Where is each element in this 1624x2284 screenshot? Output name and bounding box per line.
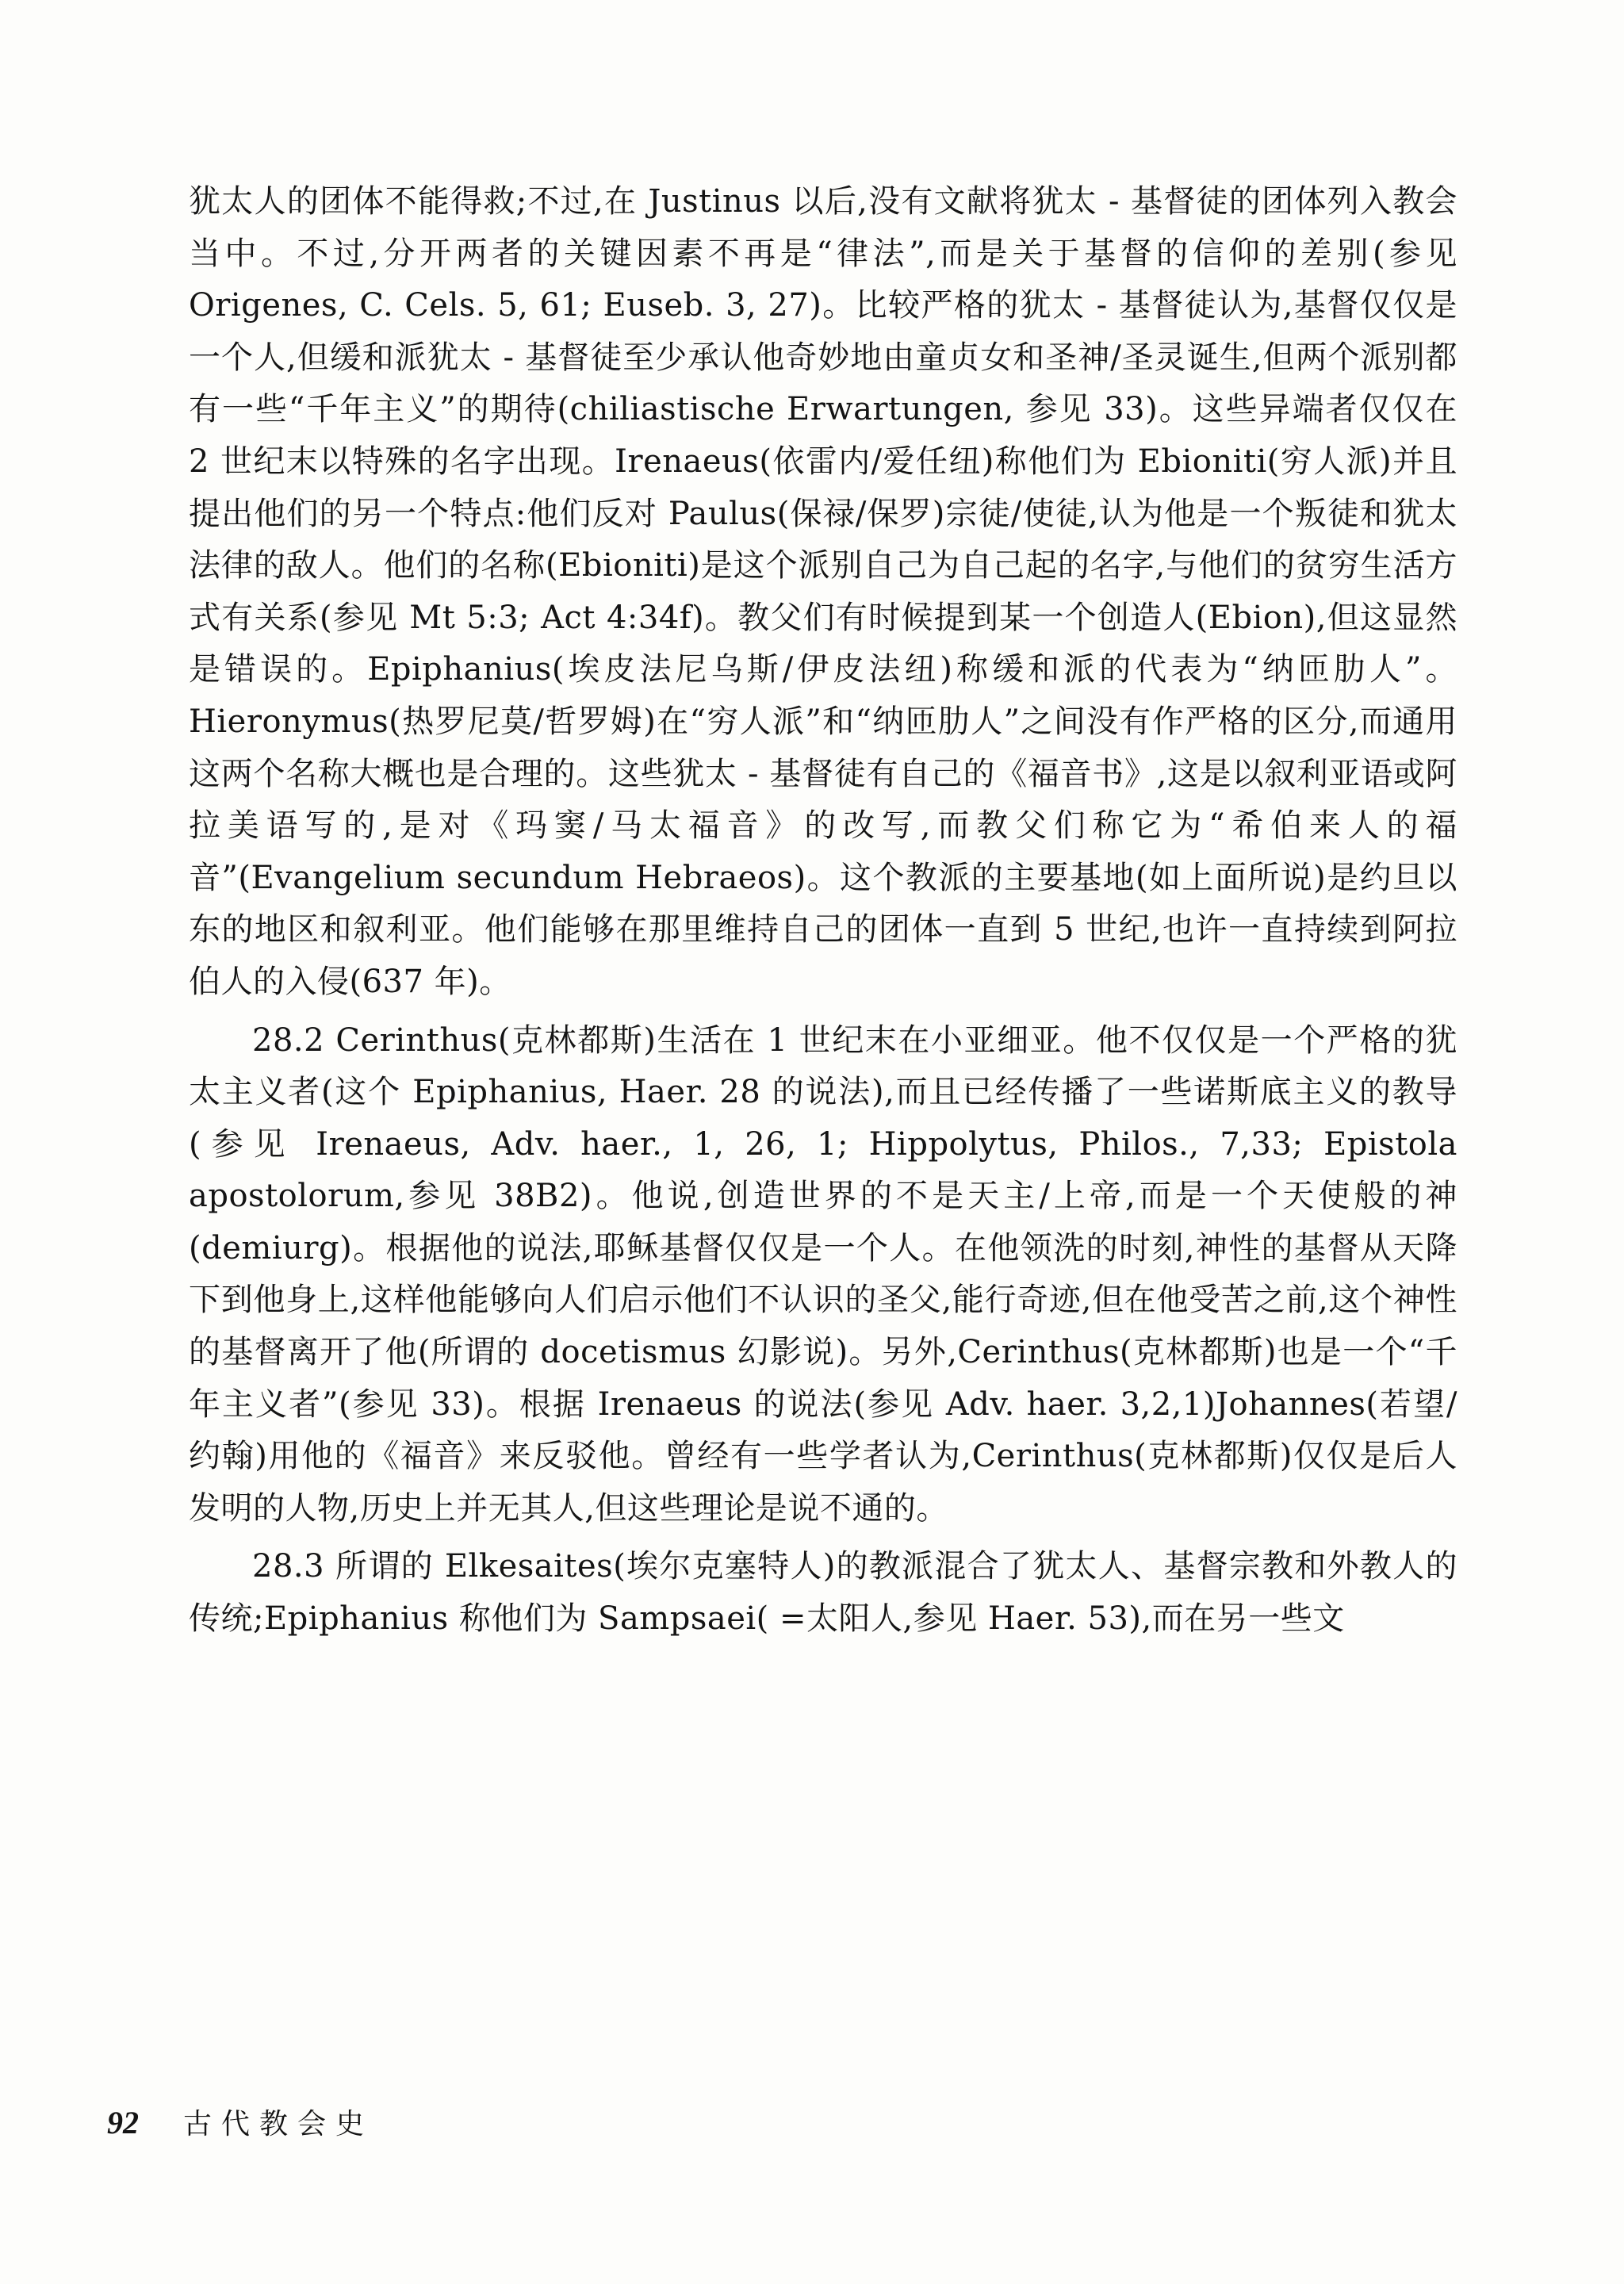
page-footer [107, 2102, 373, 2149]
paragraph-28-3-elkesaites: 28.3 所谓的 Elkesaites(埃尔克塞特人)的教派混合了犹太人、基督宗教和外教人的传统;Epiphanius 称他们为 Sampsaei( =太阳人,参见 Haer. 53),而在另一些文 [189, 1548, 1457, 1638]
running-title: 古代教会史 [183, 2108, 374, 2140]
paragraph-28-2-cerinthus: 28.2 Cerinthus(克林都斯)生活在 1 世纪末在小亚细亚。他不仅仅是一个严格的犹太主义者(这个 Epiphanius, Haer. 28 的说法),而且已经传播了一些诺斯底主义的教导(参见 Irenaeus, Adv. haer., 1, 26, 1; Hippolytus, Philos., 7,33; Epistola apostolorum,参见 38B2)。他说,创造世界的不是天主/上帝,而是一个天使般的神(demiurg)。根据他的说法,耶稣基督仅仅是一个人。在他领洗的时刻,神性的基督从天降下到他身上,这样他能够向人们启示他们不认识的圣父,能行奇迹,但在他受苦之前,这个神性的基督离开了他(所谓的 docetismus 幻影说)。另外,Cerinthus(克林都斯)也是一个“千年主义者”(参见 33)。根据 Irenaeus 的说法(参见 Adv. haer. 3,2,1)Johannes(若望/约翰)用他的《福音》来反驳他。曾经有一些学者认为,Cerinthus(克林都斯)仅仅是后人发明的人物,历史上并无其人,但这些理论是说不通的。 [189, 1021, 1457, 1527]
page-number: 92 [107, 2105, 139, 2140]
body-text [189, 176, 1457, 1652]
paragraph-ebioniti: 犹太人的团体不能得救;不过,在 Justinus 以后,没有文献将犹太 - 基督徒的团体列入教会当中。不过,分开两者的关键因素不再是“律法”,而是关于基督的信仰的差别(参见 Origenes, C. Cels. 5, 61; Euseb. 3, 27)。比较严格的犹太 - 基督徒认为,基督仅仅是一个人,但缓和派犹太 - 基督徒至少承认他奇妙地由童贞女和圣神/圣灵诞生,但两个派别都有一些“千年主义”的期待(chiliastische Erwartungen, 参见 33)。这些异端者仅仅在 2 世纪末以特殊的名字出现。Irenaeus(依雷内/爱任纽)称他们为 Ebioniti(穷人派)并且提出他们的另一个特点:他们反对 Paulus(保禄/保罗)宗徒/使徒,认为他是一个叛徒和犹太法律的敌人。他们的名称(Ebioniti)是这个派别自己为自己起的名字,与他们的贫穷生活方式有关系(参见 Mt 5:3; Act 4:34f)。教父们有时候提到某一个创造人(Ebion),但这显然是错误的。Epiphanius(埃皮法尼乌斯/伊皮法纽)称缓和派的代表为“纳匝肋人”。Hieronymus(热罗尼莫/哲罗姆)在“穷人派”和“纳匝肋人”之间没有作严格的区分,而通用这两个名称大概也是合理的。这些犹太 - 基督徒有自己的《福音书》,这是以叙利亚语或阿拉美语写的,是对《玛窦/马太福音》的改写,而教父们称它为“希伯来人的福音”(Evangelium secundum Hebraeos)。这个教派的主要基地(如上面所说)是约旦以东的地区和叙利亚。他们能够在那里维持自己的团体一直到 5 世纪,也许一直持续到阿拉伯人的入侵(637 年)。 [189, 183, 1457, 1000]
